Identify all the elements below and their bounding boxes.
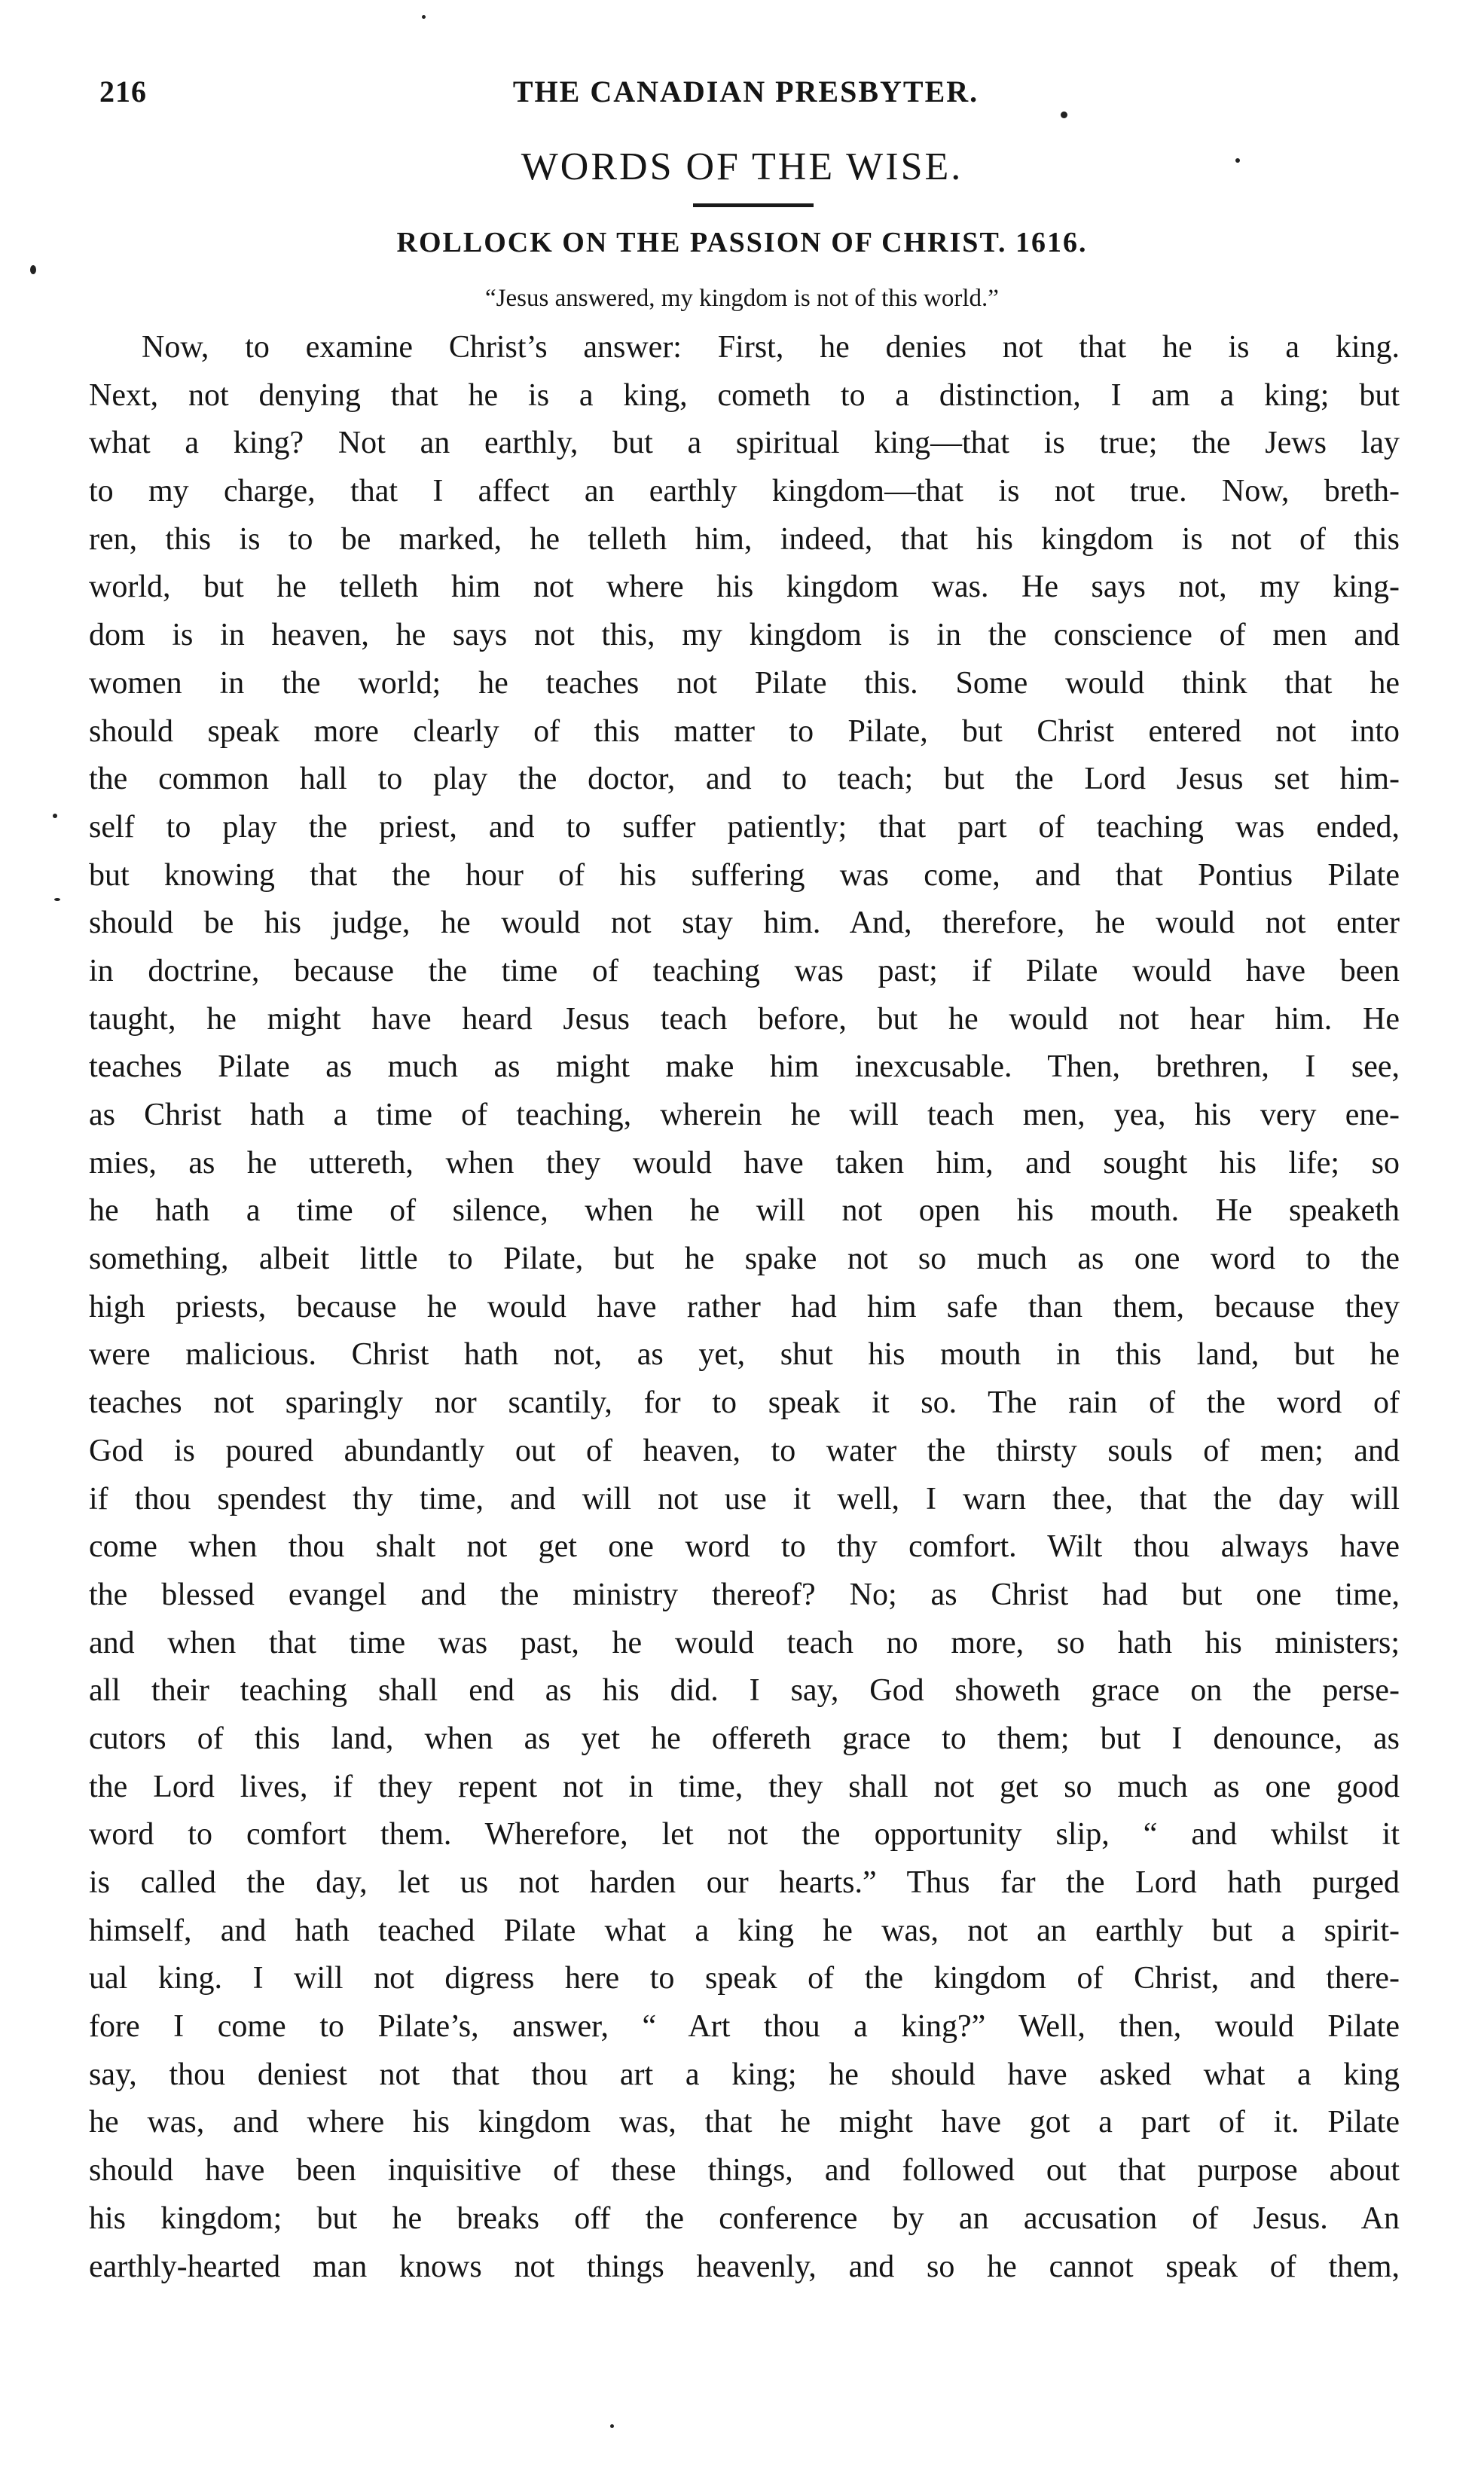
body-line: if thou spendest thy time, and will not use it well, I warn thee, that the day will — [89, 1481, 1400, 1516]
article-body — [89, 324, 1400, 2291]
section-title: WORDS OF THE WISE. — [521, 145, 963, 188]
scan-speck — [54, 898, 60, 901]
scan-speck — [1061, 111, 1067, 118]
body-line: taught, he might have heard Jesus teach before, but he would not hear him. He — [89, 1001, 1400, 1037]
body-line: what a king? Not an earthly, but a spiritual king—that is true; the Jews lay — [89, 426, 1400, 461]
body-line: ual king. I will not digress here to speak of the kingdom of Christ, and there- — [89, 1961, 1400, 1996]
body-line: fore I come to Pilate’s, answer, “ Art thou a king?” Well, then, would Pilate — [89, 2009, 1400, 2045]
body-line: teaches Pilate as much as might make him inexcusable. Then, brethren, I see, — [89, 1049, 1400, 1085]
page-number: 216 — [99, 75, 147, 108]
body-line: should have been inquisitive of these things, and followed out that purpose about — [89, 2153, 1400, 2188]
body-line: the Lord lives, if they repent not in time, they shall not get so much as one good — [89, 1769, 1400, 1804]
body-line: should speak more clearly of this matter to Pilate, but Christ entered not into — [89, 713, 1400, 749]
body-line: he hath a time of silence, when he will not open his mouth. He speaketh — [89, 1193, 1400, 1229]
body-line: and when that time was past, he would teach no more, so hath his ministers; — [89, 1625, 1400, 1660]
epigraph: “Jesus answered, my kingdom is not of this world.” — [485, 285, 999, 312]
body-line: were malicious. Christ hath not, as yet, shut his mouth in this land, but he — [89, 1337, 1400, 1373]
running-head: THE CANADIAN PRESBYTER. — [512, 75, 979, 108]
body-line: cutors of this land, when as yet he offereth grace to them; but I denounce, as — [89, 1721, 1400, 1756]
body-line: Now, to examine Christ’s answer: First, he denies not that he is a king. — [142, 330, 1400, 365]
body-line: dom is in heaven, he says not this, my kingdom is in the conscience of men and — [89, 618, 1400, 653]
scan-speck — [30, 265, 36, 274]
body-line: women in the world; he teaches not Pilate this. Some would think that he — [89, 665, 1400, 701]
body-line: all their teaching shall end as his did. I say, God showeth grace on the perse- — [89, 1673, 1400, 1709]
body-line: world, but he telleth him not where his kingdom was. He says not, my king- — [89, 570, 1400, 605]
body-line: God is poured abundantly out of heaven, to water the thirsty souls of men; and — [89, 1433, 1400, 1468]
scan-speck — [53, 814, 57, 818]
body-line: earthly-hearted man knows not things heavenly, and so he cannot speak of them, — [89, 2249, 1400, 2284]
scan-speck — [1235, 158, 1240, 163]
body-line: himself, and hath teached Pilate what a king he was, not an earthly but a spirit- — [89, 1913, 1400, 1948]
body-line: should be his judge, he would not stay him. And, therefore, he would not enter — [89, 906, 1400, 941]
page-header — [90, 74, 1401, 119]
article-title: ROLLOCK ON THE PASSION OF CHRIST. 1616. — [396, 227, 1088, 258]
body-line: the common hall to play the doctor, and to teach; but the Lord Jesus set him- — [89, 762, 1400, 797]
body-line: teaches not sparingly nor scantily, for to speak it so. The rain of the word of — [89, 1385, 1400, 1421]
body-line: in doctrine, because the time of teaching was past; if Pilate would have been — [89, 953, 1400, 988]
title-rule — [693, 203, 814, 207]
body-line: to my charge, that I affect an earthly kingdom—that is not true. Now, breth- — [89, 474, 1400, 509]
body-line: word to comfort them. Wherefore, let not the opportunity slip, “ and whilst it — [89, 1817, 1400, 1852]
scan-speck — [610, 2424, 614, 2428]
scan-speck — [422, 15, 426, 19]
body-line: something, albeit little to Pilate, but he spake not so much as one word to the — [89, 1242, 1400, 1277]
body-line: high priests, because he would have rather had him safe than them, because they — [89, 1289, 1400, 1324]
body-line: ren, this is to be marked, he telleth him, indeed, that his kingdom is not of this — [89, 521, 1400, 557]
body-line: he was, and where his kingdom was, that he might have got a part of it. Pilate — [89, 2105, 1400, 2140]
body-line: but knowing that the hour of his suffering was come, and that Pontius Pilate — [89, 857, 1400, 893]
body-line: come when thou shalt not get one word to thy comfort. Wilt thou always have — [89, 1529, 1400, 1565]
body-line: mies, as he uttereth, when they would have taken him, and sought his life; so — [89, 1145, 1400, 1180]
body-line: self to play the priest, and to suffer patiently; that part of teaching was ended, — [89, 809, 1400, 845]
body-line: Next, not denying that he is a king, cometh to a distinction, I am a king; but — [89, 377, 1400, 413]
body-line: is called the day, let us not harden our hearts.” Thus far the Lord hath purged — [89, 1865, 1400, 1900]
body-line: as Christ hath a time of teaching, wherein he will teach men, yea, his very ene- — [89, 1098, 1400, 1132]
body-line: say, thou deniest not that thou art a king; he should have asked what a king — [89, 2057, 1400, 2092]
body-line: his kingdom; but he breaks off the conference by an accusation of Jesus. An — [89, 2201, 1400, 2236]
body-line: the blessed evangel and the ministry thereof? No; as Christ had but one time, — [89, 1577, 1400, 1612]
